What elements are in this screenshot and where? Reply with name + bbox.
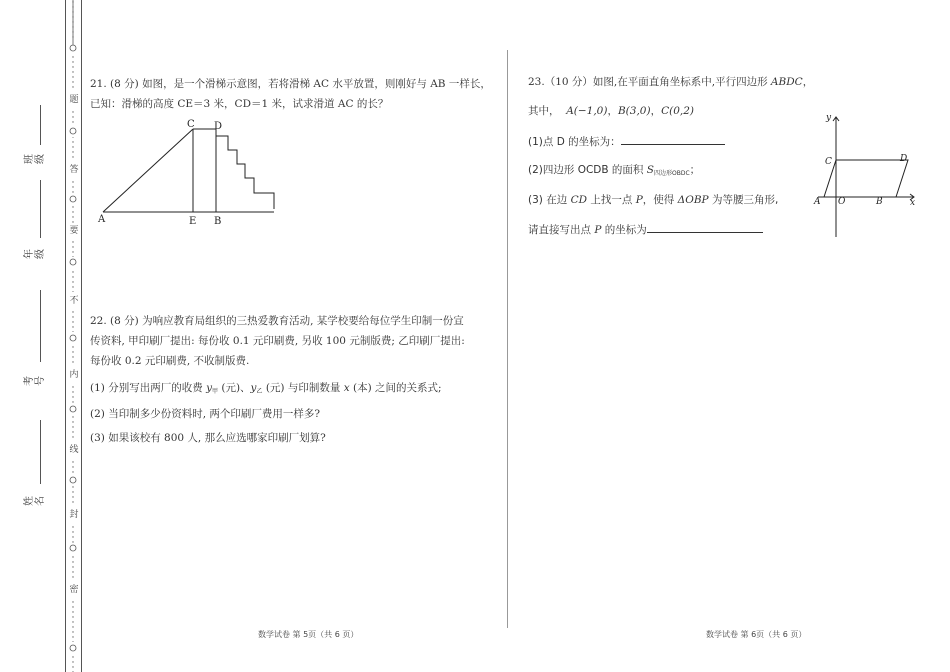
q21-line-2: 已知：滑梯的高度 CE＝3 米，CD＝1 米，试求滑道 AC 的长？ <box>90 98 389 110</box>
fig-label-x: x <box>910 198 916 208</box>
q23-sub-3-line-2: 请直接写出点 P 的坐标为 <box>528 220 763 240</box>
parallelogram-figure <box>810 112 920 242</box>
binding-mark-4: 不 <box>69 296 79 306</box>
q23-answer-1[interactable] <box>621 132 725 145</box>
class-field-line[interactable] <box>40 105 41 145</box>
binding-mark-2: 答 <box>69 165 79 175</box>
binding-mark-6: 线 <box>69 445 79 455</box>
slide-figure <box>95 118 295 228</box>
q21-line-1: 21. (8 分) 如图，是一个滑梯示意图，若将滑梯 AC 水平放置，则刚好与 AB 一样长， <box>90 78 491 90</box>
q23-sub-2: (2)四边形 OCDB 的面积 $S_{四边形OBDC}$； <box>528 164 701 177</box>
fig-label-y: y <box>826 113 832 123</box>
binding-mark-5: 内 <box>69 370 79 380</box>
label-e: E <box>189 216 197 227</box>
label-c: C <box>187 119 195 130</box>
label-a: A <box>98 214 106 225</box>
q23-sub-3: (3) 在边 CD 上找一点 P，使得 ΔOBP 为等腰三角形, <box>528 194 779 206</box>
q23-answer-3[interactable] <box>647 220 763 233</box>
fig-label-o: O <box>838 197 846 207</box>
grade-field-line[interactable] <box>40 180 41 238</box>
name-label: 姓名 <box>24 496 46 506</box>
binding-mark-7: 封 <box>69 510 79 520</box>
footer-page-5: 数学试卷 第 5页（共 6 页） <box>258 630 359 639</box>
binding-mark-1: 题 <box>69 95 79 105</box>
label-b: B <box>214 216 222 227</box>
q23-given: 其中， A(−1,0)，B(3,0)，C(0,2) <box>528 105 695 117</box>
fig-label-a: A <box>814 197 821 207</box>
fig-label-d: D <box>900 154 908 164</box>
q23-head: 23.（10 分）如图,在平面直角坐标系中,平行四边形 ABDC， <box>528 76 814 88</box>
exam-number-field-line[interactable] <box>40 290 41 362</box>
q22-line-3: 每份收 0.2 元印刷费, 不收制版费. <box>90 355 250 367</box>
page-divider <box>507 50 508 628</box>
label-d: D <box>214 121 223 132</box>
binding-dots <box>70 0 76 672</box>
q23-sub-1: (1)点 D 的坐标为： <box>528 132 725 152</box>
name-field-line[interactable] <box>40 420 41 484</box>
fig-label-b: B <box>876 197 883 207</box>
q22-sub-3: (3) 如果该校有 800 人, 那么应选哪家印刷厂划算? <box>90 432 326 444</box>
exam-number-label: 考号 <box>24 376 46 386</box>
q22-line-1: 22. (8 分) 为响应教育局组织的三热爱教育活动, 某学校要给每位学生印制一份宣 <box>90 315 464 327</box>
fig-label-c: C <box>825 157 832 167</box>
q22-sub-1: (1) 分别写出两厂的收费 $y_甲$ (元)、$y_乙$ (元) 与印制数量 x (本) 之间的关系式; <box>90 382 442 395</box>
class-label: 班级 <box>24 154 46 164</box>
footer-page-6: 数学试卷 第 6页（共 6 页） <box>706 630 807 639</box>
q22-line-2: 传资料, 甲印刷厂提出: 每份收 0.1 元印刷费, 另收 100 元制版费; 乙印刷厂提出: <box>90 335 465 347</box>
q22-sub-2: (2) 当印制多少份资料时, 两个印刷厂费用一样多? <box>90 408 321 420</box>
binding-mark-3: 要 <box>69 226 79 236</box>
grade-label: 年级 <box>24 249 46 259</box>
binding-mark-8: 密 <box>69 585 79 595</box>
